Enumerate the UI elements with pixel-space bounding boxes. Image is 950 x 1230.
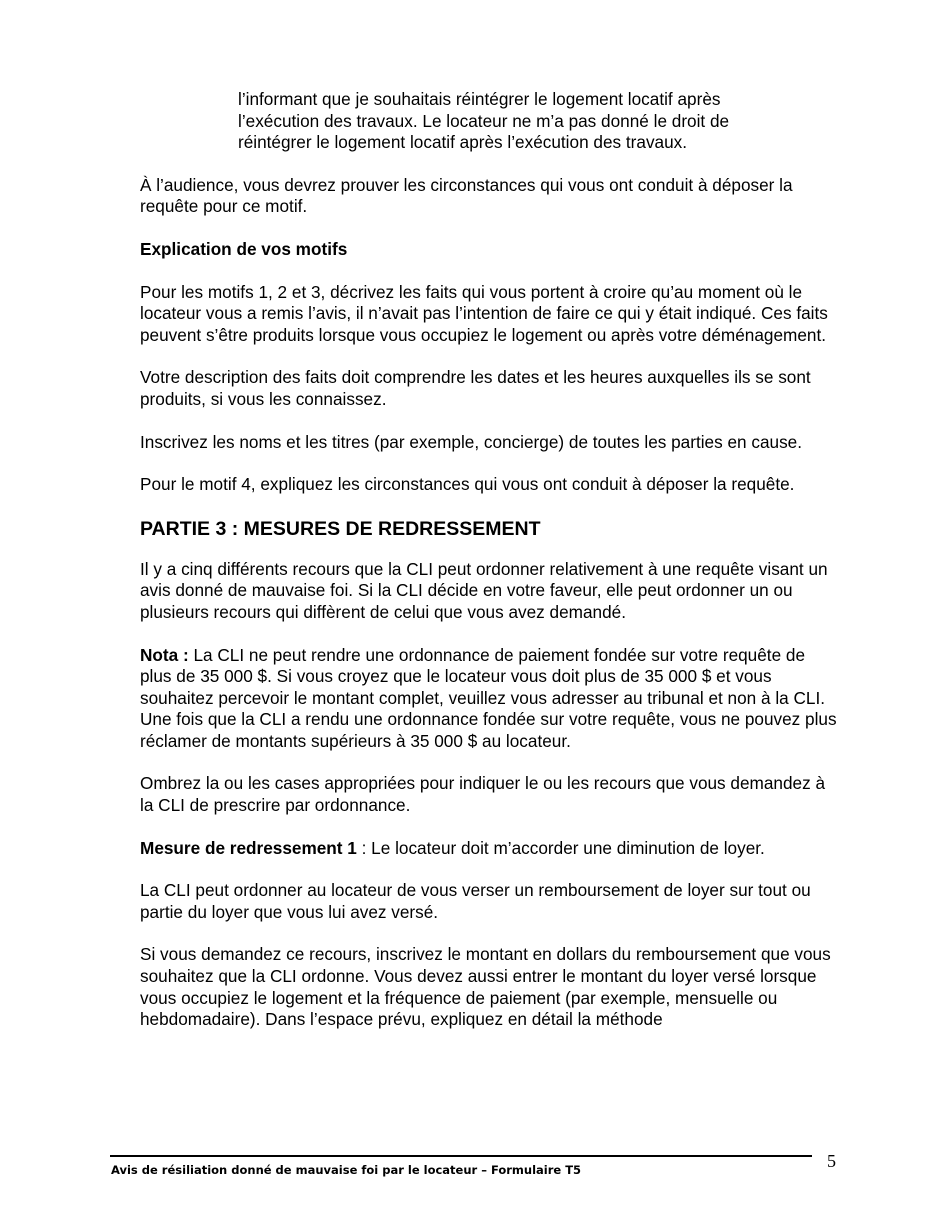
explication-paragraph-3: Inscrivez les noms et les titres (par exemple, concierge) de toutes les parties en cause. bbox=[140, 431, 803, 452]
nota-paragraph bbox=[140, 645, 840, 753]
footer-divider bbox=[110, 1155, 812, 1157]
explication-paragraph-4: Pour le motif 4, expliquez les circonstances qui vous ont conduit à déposer la requête. bbox=[140, 474, 795, 495]
measure1-paragraph bbox=[140, 838, 840, 860]
explication-paragraph-1: Pour les motifs 1, 2 et 3, décrivez les faits qui vous portent à croire qu’au moment où le locateur vous a remis l’avis, il n’avait pas l’intention de faire ce qui y était indiqué. Ces faits peuvent s’être produits lorsque vous occupiez le logement ou après votre déménagement. bbox=[140, 281, 828, 345]
page-content bbox=[140, 89, 840, 1052]
measure1-label: Mesure de redressement 1 bbox=[140, 837, 357, 858]
shade-instruction: Ombrez la ou les cases appropriées pour indiquer le ou les recours que vous demandez à la CLI de prescrire par ordonnance. bbox=[140, 773, 826, 816]
footer-title: Avis de résiliation donné de mauvaise foi par le locateur – Formulaire T5 bbox=[111, 1163, 582, 1177]
part3-heading: PARTIE 3 : MESURES DE REDRESSEMENT bbox=[140, 517, 541, 540]
nota-text: La CLI ne peut rendre une ordonnance de paiement fondée sur votre requête de plus de 35 000 $. Si vous croyez que le locateur vous doit plus de 35 000 $ et vous souhaitez percevoir le montant complet, veuillez vous adresser au tribunal et non à la CLI. Une fois que la CLI a rendu une ordonnance fondée sur votre requête, vous ne pouvez plus réclamer de montants supérieurs à 35 000 $ au locateur. bbox=[140, 644, 837, 751]
continued-paragraph: l’informant que je souhaitais réintégrer le logement locatif après l’exécution des travaux. Le locateur ne m’a pas donné le droit de réintégrer le logement locatif après l’exécution des travaux. bbox=[238, 89, 730, 153]
page-number: 5 bbox=[827, 1151, 836, 1171]
explication-heading: Explication de vos motifs bbox=[140, 238, 348, 259]
nota-label: Nota : bbox=[140, 644, 189, 665]
refund-paragraph: La CLI peut ordonner au locateur de vous verser un remboursement de loyer sur tout ou partie du loyer que vous lui avez versé. bbox=[140, 880, 811, 922]
hearing-paragraph: À l’audience, vous devrez prouver les circonstances qui vous ont conduit à déposer la requête pour ce motif. bbox=[140, 174, 793, 217]
part3-intro: Il y a cinq différents recours que la CLI peut ordonner relativement à une requête visant un avis donné de mauvaise foi. Si la CLI décide en votre faveur, elle peut ordonner un ou plusieurs recours qui diffèrent de celui que vous avez demandé. bbox=[140, 558, 828, 622]
amount-paragraph: Si vous demandez ce recours, inscrivez le montant en dollars du remboursement que vous souhaitez que la CLI ordonne. Vous devez aussi entrer le montant du loyer versé lorsque vous occupiez le logement et la fréquence de paiement (par exemple, mensuelle ou hebdomadaire). Dans l’espace prévu, expliquez en détail la méthode bbox=[140, 944, 831, 1030]
measure1-text: : Le locateur doit m’accorder une diminution de loyer. bbox=[356, 837, 765, 858]
explication-paragraph-2: Votre description des faits doit comprendre les dates et les heures auxquelles ils se sont produits, si vous les connaissez. bbox=[140, 367, 811, 409]
